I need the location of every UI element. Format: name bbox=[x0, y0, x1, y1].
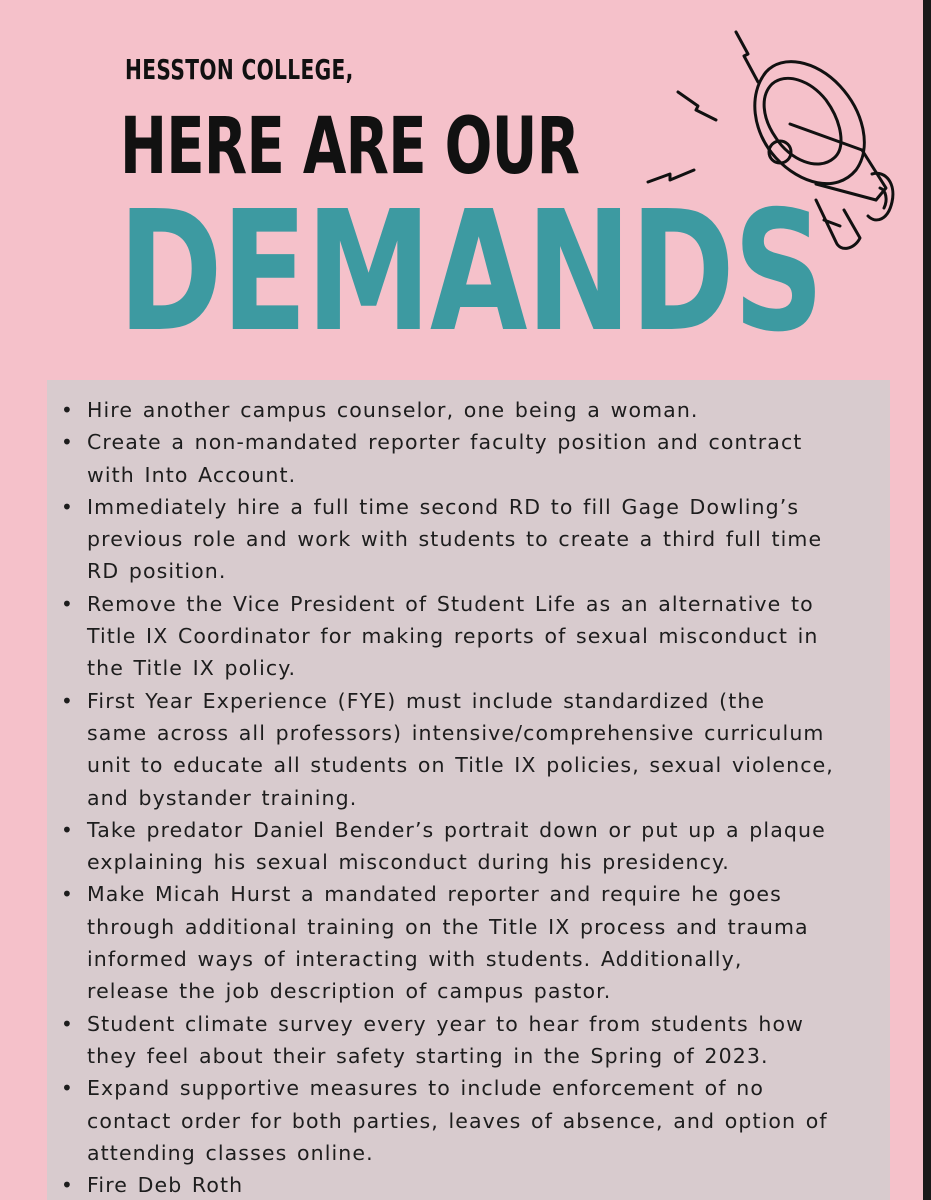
demand-line: Title IX Coordinator for making reports of sexual misconduct in bbox=[87, 624, 819, 649]
page-edge bbox=[923, 0, 931, 1200]
demand-item bbox=[47, 1008, 890, 1073]
demand-item bbox=[47, 588, 890, 685]
bullet-icon: • bbox=[61, 430, 74, 455]
demands-title: DEMANDS bbox=[118, 176, 823, 369]
demand-line: same across all professors) intensive/comprehensive curriculum bbox=[87, 720, 825, 745]
bullet-icon: • bbox=[61, 398, 74, 422]
demand-line: they feel about their safety starting in the Spring of 2023. bbox=[87, 1043, 769, 1068]
demand-line: RD position. bbox=[87, 559, 227, 584]
bullet-icon: • bbox=[61, 1173, 74, 1198]
demand-line: Immediately hire a full time second RD to fill Gage Dowling’s bbox=[87, 494, 800, 519]
bullet-icon: • bbox=[61, 494, 74, 519]
bullet-icon: • bbox=[61, 1076, 74, 1101]
bullet-icon: • bbox=[61, 688, 74, 713]
demand-line: Make Micah Hurst a mandated reporter and require he goes bbox=[87, 882, 782, 907]
demand-line: with Into Account. bbox=[87, 462, 297, 487]
bullet-icon: • bbox=[61, 817, 74, 842]
demand-item bbox=[47, 394, 890, 426]
demand-line: Remove the Vice President of Student Life as an alternative to bbox=[87, 591, 814, 616]
demand-item bbox=[47, 814, 890, 879]
demand-line: Create a non-mandated reporter faculty position and contract bbox=[87, 430, 803, 455]
demand-line: First Year Experience (FYE) must include standardized (the bbox=[87, 688, 766, 713]
demand-line: Fire Deb Roth bbox=[87, 1173, 244, 1198]
demand-line: explaining his sexual misconduct during his presidency. bbox=[87, 850, 730, 875]
demand-line: the Title IX policy. bbox=[87, 656, 297, 681]
demand-line: Hire another campus counselor, one being a woman. bbox=[87, 398, 699, 422]
demands-list bbox=[47, 380, 890, 1200]
demands-list-panel bbox=[47, 380, 890, 1200]
demand-line: Take predator Daniel Bender’s portrait down or put up a plaque bbox=[87, 817, 826, 842]
demand-item bbox=[47, 491, 890, 588]
bullet-icon: • bbox=[61, 882, 74, 907]
demand-line: Expand supportive measures to include enforcement of no bbox=[87, 1076, 764, 1101]
demand-line: through additional training on the Title IX process and trauma bbox=[87, 914, 809, 939]
demand-line: unit to educate all students on Title IX policies, sexual violence, bbox=[87, 753, 834, 778]
demand-line: previous role and work with students to create a third full time bbox=[87, 527, 823, 552]
demand-line: and bystander training. bbox=[87, 785, 358, 810]
demand-line: contact order for both parties, leaves of absence, and option of bbox=[87, 1108, 828, 1133]
headline: HERE ARE OUR bbox=[120, 102, 580, 192]
bullet-icon: • bbox=[61, 591, 74, 616]
college-name: HESSTON COLLEGE, bbox=[125, 53, 354, 86]
demand-line: attending classes online. bbox=[87, 1140, 374, 1165]
demand-item bbox=[47, 685, 890, 814]
demand-line: release the job description of campus pastor. bbox=[87, 979, 612, 1004]
megaphone-icon bbox=[640, 24, 910, 294]
bullet-icon: • bbox=[61, 1011, 74, 1036]
demand-item bbox=[47, 1169, 890, 1200]
demand-line: informed ways of interacting with students. Additionally, bbox=[87, 947, 743, 972]
demand-line: Student climate survey every year to hear from students how bbox=[87, 1011, 804, 1036]
demand-item bbox=[47, 878, 890, 1007]
demand-item bbox=[47, 426, 890, 491]
demand-item bbox=[47, 1072, 890, 1169]
